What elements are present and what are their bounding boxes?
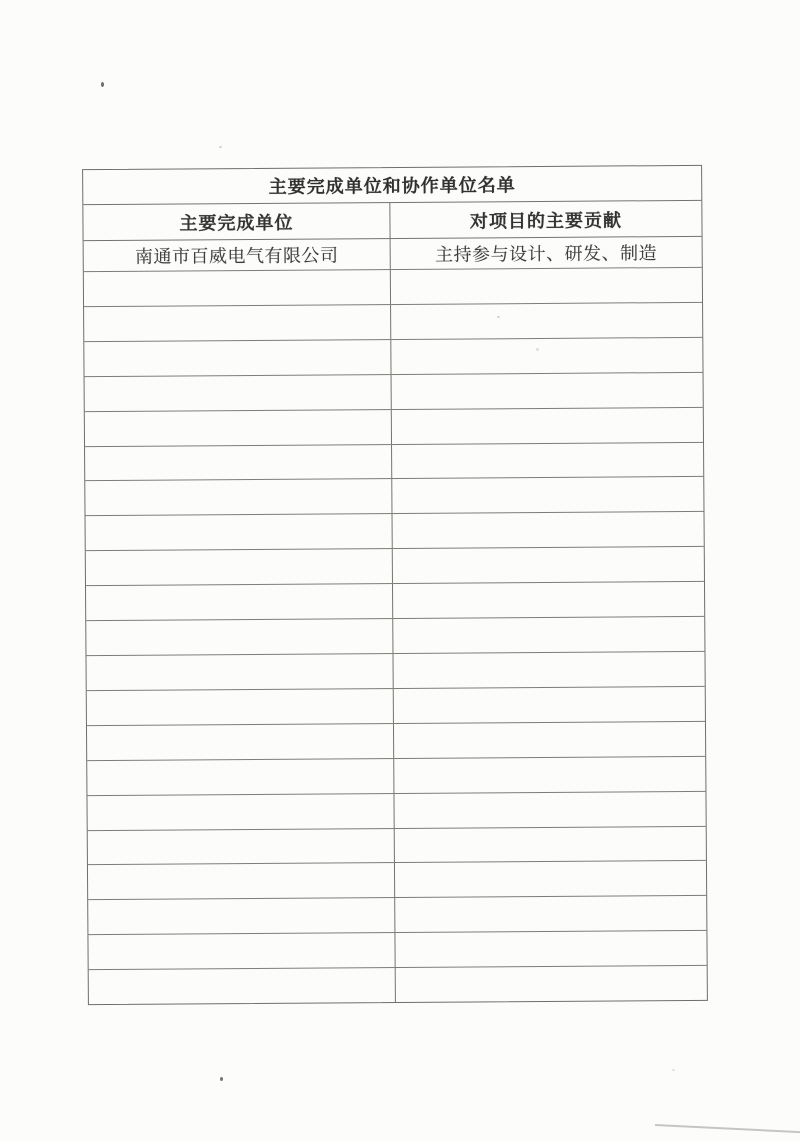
table-row <box>84 338 702 377</box>
table-row <box>86 512 704 551</box>
contribution-cell: 主持参与设计、研发、制造 <box>389 237 701 269</box>
table-row <box>85 477 703 516</box>
unit-cell <box>85 375 391 411</box>
unit-cell <box>84 340 390 376</box>
table-row <box>89 966 707 1004</box>
contribution-cell <box>394 861 706 897</box>
contribution-cell <box>390 373 702 409</box>
contribution-cell <box>392 652 704 688</box>
table-row <box>86 547 704 586</box>
contribution-cell <box>393 757 705 793</box>
unit-cell <box>87 759 393 795</box>
table-row <box>88 861 706 900</box>
scan-speck <box>672 1069 675 1071</box>
contribution-cell <box>394 931 706 967</box>
unit-cell <box>88 863 394 899</box>
unit-cell <box>89 968 395 1004</box>
contribution-cell <box>390 268 702 304</box>
unit-cell <box>87 689 393 725</box>
table-row <box>85 442 703 481</box>
table-row <box>86 652 704 691</box>
contribution-cell <box>390 303 702 339</box>
unit-cell <box>84 305 390 341</box>
table-row <box>86 617 704 656</box>
table-title: 主要完成单位和协作单位名单 <box>83 166 701 205</box>
unit-cell <box>88 898 394 934</box>
contribution-cell <box>392 547 704 583</box>
table-row <box>84 303 702 342</box>
unit-cell <box>85 479 391 515</box>
table-row <box>86 582 704 621</box>
unit-cell <box>88 829 394 865</box>
unit-cell <box>85 445 391 481</box>
unit-cell <box>86 654 392 690</box>
scan-speck <box>536 348 539 351</box>
contribution-cell <box>391 407 703 443</box>
unit-cell: 南通市百威电气有限公司 <box>134 245 339 267</box>
contribution-cell <box>393 687 705 723</box>
unit-cell <box>88 933 394 969</box>
unit-cell <box>86 514 392 550</box>
contribution-cell <box>395 966 707 1002</box>
table-header-row <box>83 201 701 241</box>
contribution-cell <box>393 722 705 758</box>
table-row <box>87 757 705 796</box>
scan-speck <box>220 1077 223 1081</box>
table-row <box>88 931 706 970</box>
unit-cell <box>84 270 390 306</box>
scan-speck <box>497 316 500 318</box>
completion-units-table <box>82 165 708 1005</box>
column-header-main-unit: 主要完成单位 <box>179 212 294 233</box>
unit-cell <box>86 549 392 585</box>
contribution-cell <box>391 512 703 548</box>
table-row <box>85 407 703 446</box>
contribution-cell <box>391 477 703 513</box>
contribution-cell <box>390 338 702 374</box>
table-row <box>84 237 702 272</box>
contribution-cell <box>393 791 705 827</box>
unit-cell <box>86 619 392 655</box>
column-header-contribution: 对项目的主要贡献 <box>389 201 701 238</box>
contribution-cell <box>391 442 703 478</box>
contribution-cell <box>394 826 706 862</box>
unit-cell <box>86 584 392 620</box>
table-row <box>87 791 705 830</box>
scan-speck <box>219 146 222 148</box>
table-row <box>88 826 706 865</box>
contribution-cell <box>392 582 704 618</box>
table-row <box>87 687 705 726</box>
unit-cell <box>87 724 393 760</box>
table-row <box>85 373 703 412</box>
table-row <box>87 722 705 761</box>
scan-speck <box>101 82 104 87</box>
unit-cell <box>85 410 391 446</box>
table-row <box>88 896 706 935</box>
table-body <box>84 237 707 1004</box>
table-row <box>84 268 702 307</box>
contribution-cell <box>394 896 706 932</box>
unit-cell <box>87 794 393 830</box>
page-edge-line <box>655 1124 800 1133</box>
contribution-cell <box>392 617 704 653</box>
